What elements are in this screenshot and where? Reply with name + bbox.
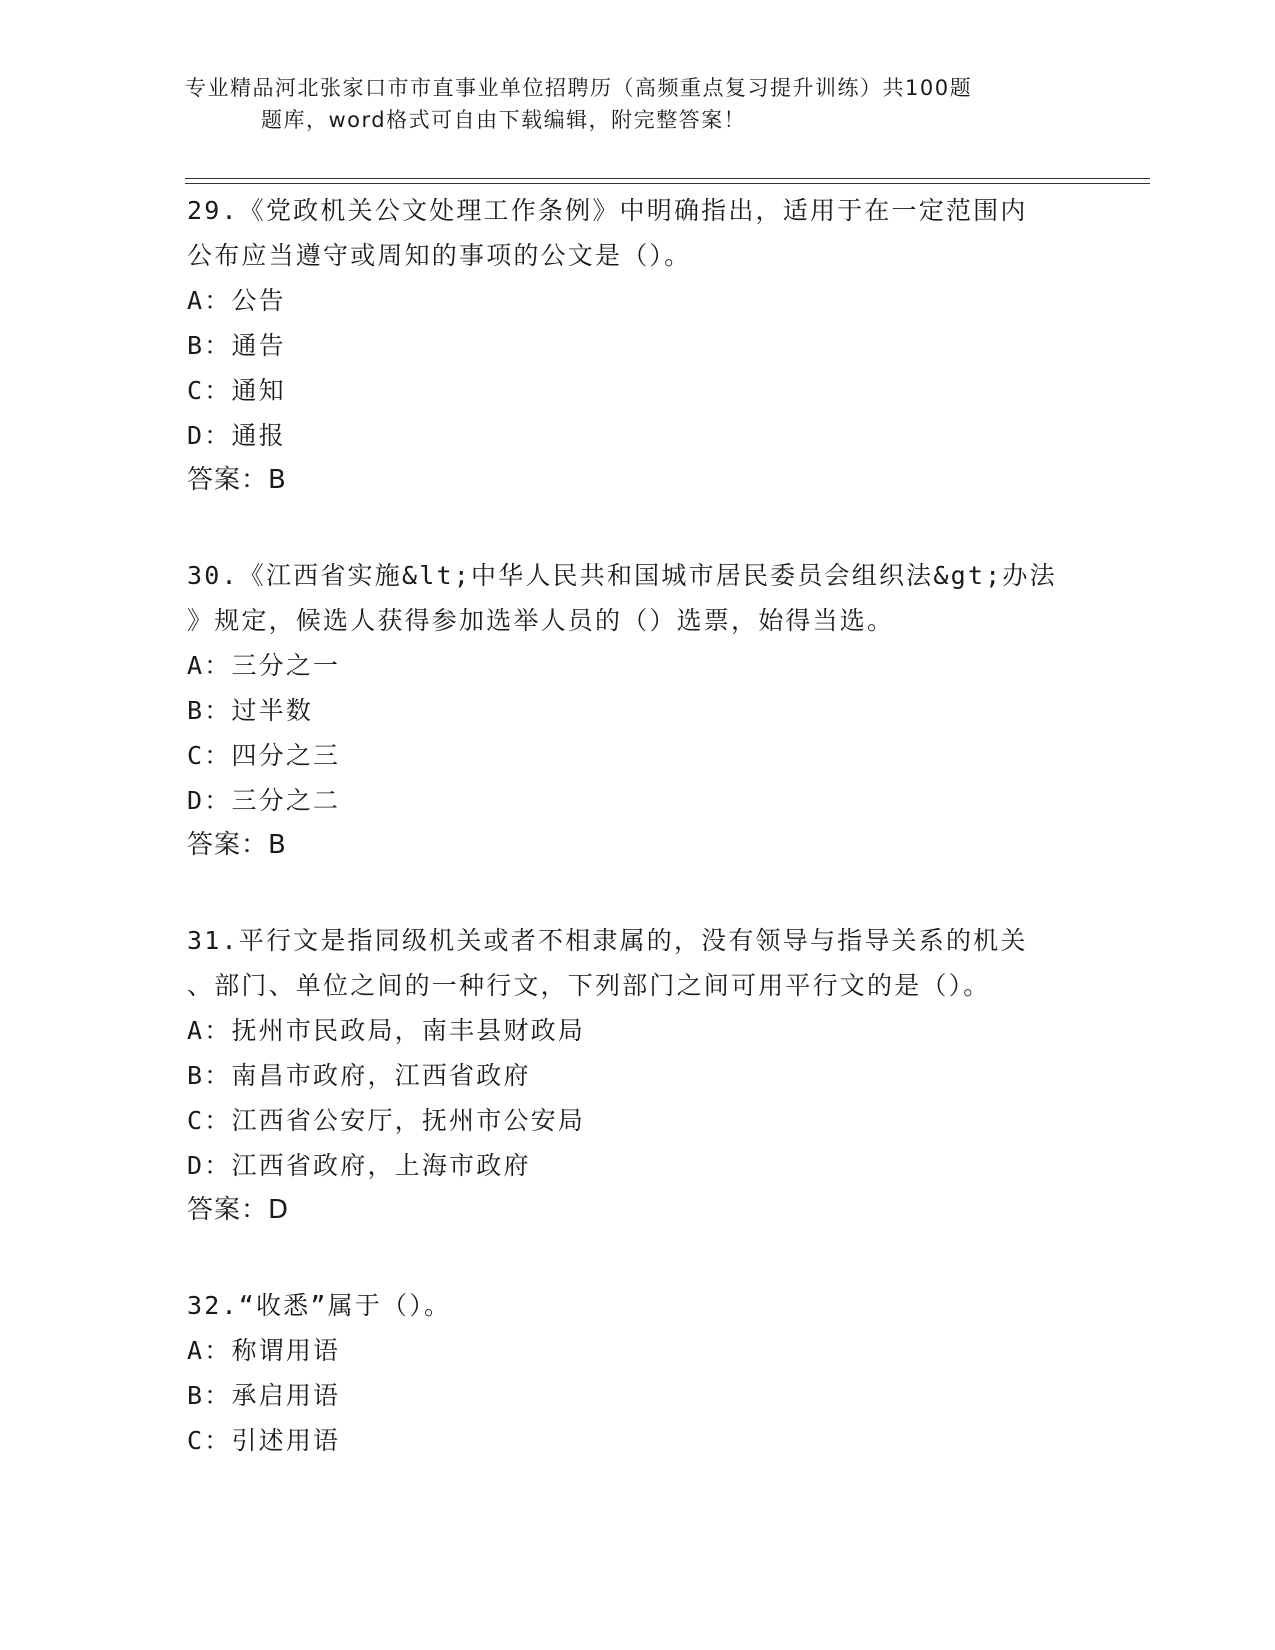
question-stem: 30.《江西省实施&lt;中华人民共和国城市居民委员会组织法&gt;办法 (187, 561, 1057, 590)
answer: 答案：B (187, 465, 287, 495)
option-a: A：三分之一 (187, 651, 341, 680)
question-stem: 32.“收悉”属于（）。 (187, 1291, 452, 1320)
question-stem: 31.平行文是指同级机关或者不相隶属的，没有领导与指导关系的机关 (187, 926, 1028, 955)
header-line-1: 专业精品河北张家口市市直事业单位招聘历（高频重点复习提升训练）共100题 (185, 76, 973, 100)
option-c: C：四分之三 (187, 741, 341, 770)
option-a: A：公告 (187, 286, 286, 315)
document-header (185, 72, 1065, 136)
question-29 (187, 188, 1087, 503)
option-c: C：通知 (187, 376, 286, 405)
header-line-2: 题库，word格式可自由下载编辑，附完整答案！ (261, 108, 747, 132)
option-a: A：称谓用语 (187, 1336, 341, 1365)
question-stem: 公布应当遵守或周知的事项的公文是（）。 (187, 241, 692, 270)
question-stem: 、部门、单位之间的一种行文，下列部门之间可用平行文的是（）。 (187, 971, 991, 1000)
option-c: C：引述用语 (187, 1426, 341, 1455)
option-b: B：承启用语 (187, 1381, 341, 1410)
question-32 (187, 1283, 1087, 1463)
header-divider-top (185, 178, 1150, 179)
option-b: B：南昌市政府，江西省政府 (187, 1061, 531, 1090)
option-d: D：通报 (187, 421, 286, 450)
answer: 答案：D (187, 1195, 290, 1225)
question-stem: 》规定，候选人获得参加选举人员的（）选票，始得当选。 (187, 606, 895, 635)
option-d: D：三分之二 (187, 786, 341, 815)
option-b: B：通告 (187, 331, 286, 360)
option-a: A：抚州市民政局，南丰县财政局 (187, 1016, 586, 1045)
answer: 答案：B (187, 830, 287, 860)
header-divider-bottom (185, 183, 1150, 184)
question-stem: 29.《党政机关公文处理工作条例》中明确指出，适用于在一定范围内 (187, 196, 1028, 225)
option-d: D：江西省政府，上海市政府 (187, 1151, 531, 1180)
question-list (187, 188, 1087, 1513)
question-30 (187, 553, 1087, 868)
option-c: C：江西省公安厅，抚州市公安局 (187, 1106, 586, 1135)
option-b: B：过半数 (187, 696, 314, 725)
question-31 (187, 918, 1087, 1233)
